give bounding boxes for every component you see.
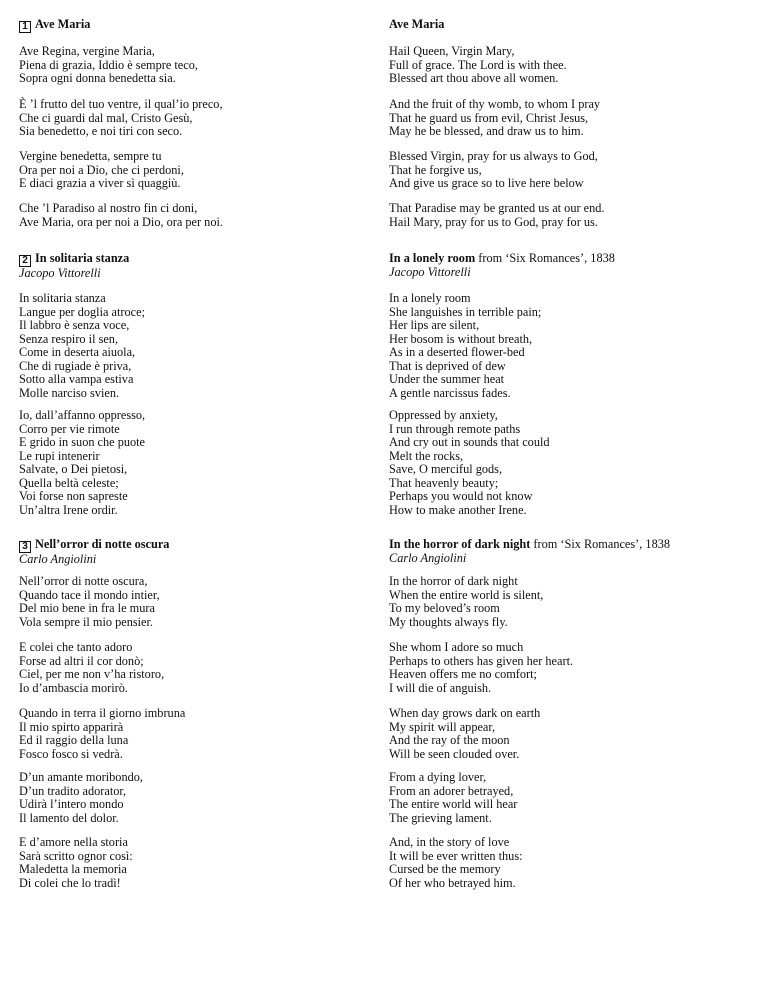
verse-line: As in a deserted flower-bed — [389, 345, 525, 359]
stanza — [19, 202, 223, 229]
stanza — [19, 707, 185, 761]
verse-line: Sopra ogni donna benedetta sia. — [19, 71, 176, 85]
verse-line: And, in the story of love — [389, 835, 510, 849]
section-source: from ‘Six Romances’, 1838 — [475, 251, 615, 265]
verse-line: Full of grace. The Lord is with thee. — [389, 57, 567, 72]
verse-line: From an adorer betrayed, — [389, 783, 514, 798]
section-2-en-heading — [389, 252, 615, 279]
stanza — [19, 771, 143, 825]
verse-line: Ave Maria, ora per noi a Dio, ora per noi. — [19, 214, 223, 229]
section-3-it-heading — [19, 538, 169, 567]
verse-line: Save, O merciful gods, — [389, 462, 503, 476]
stanza — [19, 98, 223, 139]
section-title-italian: In solitaria stanza — [35, 251, 130, 265]
verse-line: Ave Regina, vergine Maria, — [19, 44, 155, 58]
verse-line: Melt the rocks, — [389, 448, 464, 463]
section-number-badge: 2 — [19, 255, 31, 267]
section-1-it-heading — [19, 18, 90, 33]
verse-line: She whom I adore so much — [389, 640, 524, 654]
verse-line: Quando tace il mondo intier, — [19, 587, 160, 602]
verse-line: Senza respiro il sen, — [19, 331, 119, 346]
stanza — [389, 836, 523, 890]
section-author: Jacopo Vittorelli — [19, 266, 101, 280]
verse-line: Che ’l Paradiso al nostro fin ci doni, — [19, 201, 198, 215]
stanza — [389, 98, 600, 139]
stanza — [19, 641, 164, 695]
verse-line: Voi forse non sapreste — [19, 489, 128, 503]
verse-line: Under the summer heat — [389, 372, 505, 386]
verse-line: Io d’ambascia morirò. — [19, 680, 128, 695]
stanza — [389, 409, 550, 517]
verse-line: Corro per vie rimote — [19, 421, 120, 436]
verse-line: Quella beltà celeste; — [19, 475, 119, 490]
verse-line: Cursed be the memory — [389, 862, 501, 876]
stanza — [389, 707, 540, 761]
verse-line: That is deprived of dew — [389, 358, 506, 373]
stanza — [19, 836, 133, 890]
verse-line: Her lips are silent, — [389, 318, 480, 332]
verse-line: Un’altra Irene ordir. — [19, 502, 118, 517]
verse-line: Hail Mary, pray for us to God, pray for us. — [389, 214, 598, 229]
verse-line: Ed il raggio della luna — [19, 733, 129, 747]
verse-line: E diaci grazia a viver sì quaggiù. — [19, 176, 181, 190]
section-source: from ‘Six Romances’, 1838 — [530, 537, 671, 551]
verse-line: The grieving lament. — [389, 810, 492, 825]
section-3-en-heading — [389, 538, 670, 565]
section-title-english: Ave Maria — [389, 17, 445, 31]
verse-line: It will be ever written thus: — [389, 848, 523, 863]
verse-line: Come in deserta aiuola, — [19, 345, 136, 359]
verse-line: Her bosom is without breath, — [389, 331, 533, 346]
section-1-en-heading — [389, 18, 444, 32]
verse-line: Ciel, per me non v’ha ristoro, — [19, 667, 165, 681]
verse-line: E d’amore nella storia — [19, 835, 128, 849]
verse-line: Maledetta la memoria — [19, 862, 127, 876]
verse-line: Che ci guardi dal mal, Cristo Gesù, — [19, 110, 193, 125]
verse-line: In a lonely room — [389, 291, 471, 305]
verse-line: Sotto alla vampa estiva — [19, 372, 134, 386]
verse-line: Vergine benedetta, sempre tu — [19, 149, 162, 163]
verse-line: Di colei che lo tradì! — [19, 875, 121, 890]
verse-line: My spirit will appear, — [389, 719, 496, 734]
verse-line: E colei che tanto adoro — [19, 640, 133, 654]
section-2-it-heading — [19, 252, 129, 281]
verse-line: That he guard us from evil, Christ Jesus, — [389, 110, 589, 125]
verse-line: I run through remote paths — [389, 421, 521, 436]
verse-line: That heavenly beauty; — [389, 475, 499, 490]
stanza — [19, 45, 198, 86]
verse-line: In the horror of dark night — [389, 574, 518, 588]
section-title-italian: Ave Maria — [35, 17, 91, 31]
verse-line: Forse ad altri il cor donò; — [19, 653, 144, 668]
verse-line: Il mio spirto apparirà — [19, 719, 124, 734]
verse-line: Of her who betrayed him. — [389, 875, 516, 890]
verse-line: Quando in terra il giorno imbruna — [19, 706, 186, 720]
verse-line: Oppressed by anxiety, — [389, 408, 498, 422]
section-title-english: In a lonely room — [389, 251, 476, 265]
stanza — [389, 641, 573, 695]
verse-line: When the entire world is silent, — [389, 587, 544, 602]
verse-line: È ’l frutto del tuo ventre, il qual’io preco, — [19, 97, 223, 111]
verse-line: And the fruit of thy womb, to whom I pray — [389, 97, 601, 111]
verse-line: D’un tradito adorator, — [19, 783, 127, 798]
verse-line: Le rupi intenerir — [19, 448, 100, 463]
verse-line: Blessed Virgin, pray for us always to God, — [389, 149, 598, 163]
verse-line: Piena di grazia, Iddio è sempre teco, — [19, 57, 198, 72]
section-author: Jacopo Vittorelli — [389, 264, 471, 279]
verse-line: May he be blessed, and draw us to him. — [389, 124, 584, 138]
verse-line: My thoughts always fly. — [389, 614, 508, 629]
verse-line: The entire world will hear — [389, 797, 518, 811]
verse-line: And cry out in sounds that could — [389, 435, 550, 449]
section-number-badge: 1 — [19, 21, 31, 33]
stanza — [19, 409, 145, 517]
verse-line: Heaven offers me no comfort; — [389, 667, 537, 681]
verse-line: Perhaps you would not know — [389, 489, 533, 503]
verse-line: Blessed art thou above all women. — [389, 71, 559, 85]
verse-line: Sia benedetto, e noi tiri con seco. — [19, 124, 183, 138]
stanza — [19, 150, 184, 191]
section-title-italian: Nell’orror di notte oscura — [35, 537, 170, 551]
verse-line: Fosco fosco si vedrà. — [19, 746, 123, 761]
verse-line: And give us grace so to live here below — [389, 176, 584, 190]
stanza — [389, 45, 567, 86]
verse-line: E grido in suon che puote — [19, 435, 146, 449]
verse-line: To my beloved’s room — [389, 601, 500, 615]
stanza — [389, 150, 598, 191]
verse-line: A gentle narcissus fades. — [389, 385, 511, 400]
verse-line: Io, dall’affanno oppresso, — [19, 408, 146, 422]
verse-line: From a dying lover, — [389, 770, 487, 784]
stanza — [19, 575, 160, 629]
verse-line: That he forgive us, — [389, 162, 482, 177]
section-author: Carlo Angiolini — [389, 550, 467, 565]
stanza — [19, 292, 145, 400]
section-author: Carlo Angiolini — [19, 552, 97, 566]
verse-line: Che di rugiade è priva, — [19, 358, 132, 373]
stanza — [389, 771, 517, 825]
section-title-english: In the horror of dark night — [389, 537, 531, 551]
verse-line: Il labbro è senza voce, — [19, 318, 130, 332]
verse-line: Langue per doglia atroce; — [19, 304, 145, 319]
verse-line: Hail Queen, Virgin Mary, — [389, 44, 515, 58]
stanza — [389, 292, 541, 400]
stanza — [389, 575, 543, 629]
verse-line: Sarà scritto ognor così: — [19, 848, 133, 863]
verse-line: She languishes in terrible pain; — [389, 304, 542, 319]
verse-line: That Paradise may be granted us at our end. — [389, 201, 605, 215]
verse-line: When day grows dark on earth — [389, 706, 541, 720]
verse-line: D’un amante moribondo, — [19, 770, 143, 784]
verse-line: Nell’orror di notte oscura, — [19, 574, 148, 588]
verse-line: Will be seen clouded over. — [389, 746, 520, 761]
verse-line: Molle narciso svien. — [19, 385, 120, 400]
verse-line: Il lamento del dolor. — [19, 810, 119, 825]
verse-line: And the ray of the moon — [389, 733, 510, 747]
verse-line: Udirà l’intero mondo — [19, 797, 124, 811]
verse-line: Perhaps to others has given her heart. — [389, 653, 574, 668]
verse-line: I will die of anguish. — [389, 680, 492, 695]
verse-line: Vola sempre il mio pensier. — [19, 614, 153, 629]
verse-line: In solitaria stanza — [19, 291, 106, 305]
verse-line: Salvate, o Dei pietosi, — [19, 462, 128, 476]
section-number-badge: 3 — [19, 541, 31, 553]
verse-line: Ora per noi a Dio, che ci perdoni, — [19, 162, 184, 177]
verse-line: How to make another Irene. — [389, 502, 527, 517]
stanza — [389, 202, 604, 229]
verse-line: Del mio bene in fra le mura — [19, 601, 155, 615]
